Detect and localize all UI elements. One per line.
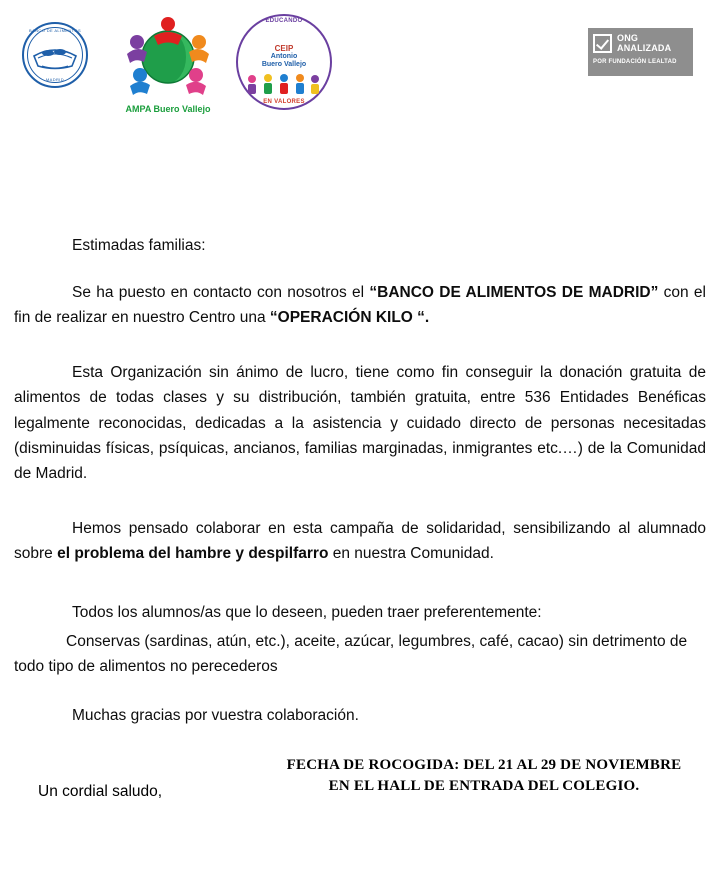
contacto-pre: Se ha puesto en contacto con nosotros el <box>72 284 370 302</box>
badge-line-1: ONG <box>617 33 639 43</box>
badge-footer-text: POR FUNDACIÓN LEALTAD <box>593 58 677 65</box>
check-icon <box>593 34 612 53</box>
ceip-name-line1: Antonio <box>270 53 298 61</box>
ong-analizada-badge <box>588 28 693 76</box>
letter-body <box>0 233 720 819</box>
fecha-line-1: FECHA DE ROCOGIDA: DEL 21 AL 29 DE NOVIEMBRE <box>286 756 682 773</box>
ceip-curve-top-text: EDUCANDO <box>265 18 303 24</box>
fecha-line-2: EN EL HALL DE ENTRADA DEL COLEGIO. <box>328 778 640 795</box>
contacto-bold-operacion: “OPERACIÓN KILO “. <box>269 309 430 327</box>
contacto-bold-banco: “BANCO DE ALIMENTOS DE MADRID” <box>369 284 659 302</box>
paragraph-colaborar <box>14 516 706 566</box>
banco-de-alimentos-logo <box>22 22 88 88</box>
ceip-logo-title <box>236 45 332 68</box>
paragraph-traer: Todos los alumnos/as que lo deseen, pueden traer preferentemente: <box>72 604 542 622</box>
colaborar-post: en nuestra Comunidad. <box>328 544 494 562</box>
ceip-curve-bottom-text: EN VALORES <box>263 99 305 105</box>
paragraph-contacto <box>14 280 706 330</box>
badge-main-row <box>593 33 688 54</box>
paragraph-conservas: Conservas (sardinas, atún, etc.), aceite, azúcar, legumbres, café, cacao) sin detrimento de todo tipo de alimentos no perecederos <box>14 633 688 676</box>
logo-top-text: BANCO DE ALIMENTOS <box>28 28 82 33</box>
header-logo-band <box>0 0 720 125</box>
greeting-line: Estimadas familias: <box>72 237 206 254</box>
ceip-acronym: CEIP <box>274 44 294 53</box>
ampa-logo <box>118 12 218 114</box>
ceip-name-line2: Buero Vallejo <box>261 60 307 68</box>
logo-bottom-text: MADRID <box>45 77 65 82</box>
paragraph-gracias: Muchas gracias por vuestra colaboración. <box>72 707 359 725</box>
bread-basket-icon <box>32 40 78 70</box>
ampa-figures-icon <box>118 12 218 102</box>
collection-date-notice <box>254 755 714 799</box>
paragraph-organizacion: Esta Organización sin ánimo de lucro, tiene como fin conseguir la donación gratuita de alimentos de todas clases y su distribución, también gratuita, entre 536 Entidades Benéficas legalmente reconocidas, dedicadas a la asistencia y cuidado directo de personas necesitadas (disminuidas físicas, psíquicas, ancianos, familias marginadas, inmigrantes etc.…) de la Comunidad de Madrid. <box>14 364 706 482</box>
ampa-logo-caption: AMPA Buero Vallejo <box>125 104 211 114</box>
colaborar-pre: Hemos pensado colaborar en esta campaña de solidaridad, sensibilizando al alumnado sobre <box>14 519 706 562</box>
badge-line-2: ANALIZADA <box>617 43 672 54</box>
children-figures-icon <box>236 71 332 101</box>
contacto-mid: con el fin de realizar en nuestro Centro una <box>14 284 706 327</box>
badge-lines <box>617 33 671 54</box>
colaborar-bold: el problema del hambre y despilfarro <box>57 544 329 562</box>
closing-salutation: Un cordial saludo, <box>38 782 163 800</box>
letter-footer <box>14 755 706 819</box>
ceip-logo <box>236 14 332 110</box>
